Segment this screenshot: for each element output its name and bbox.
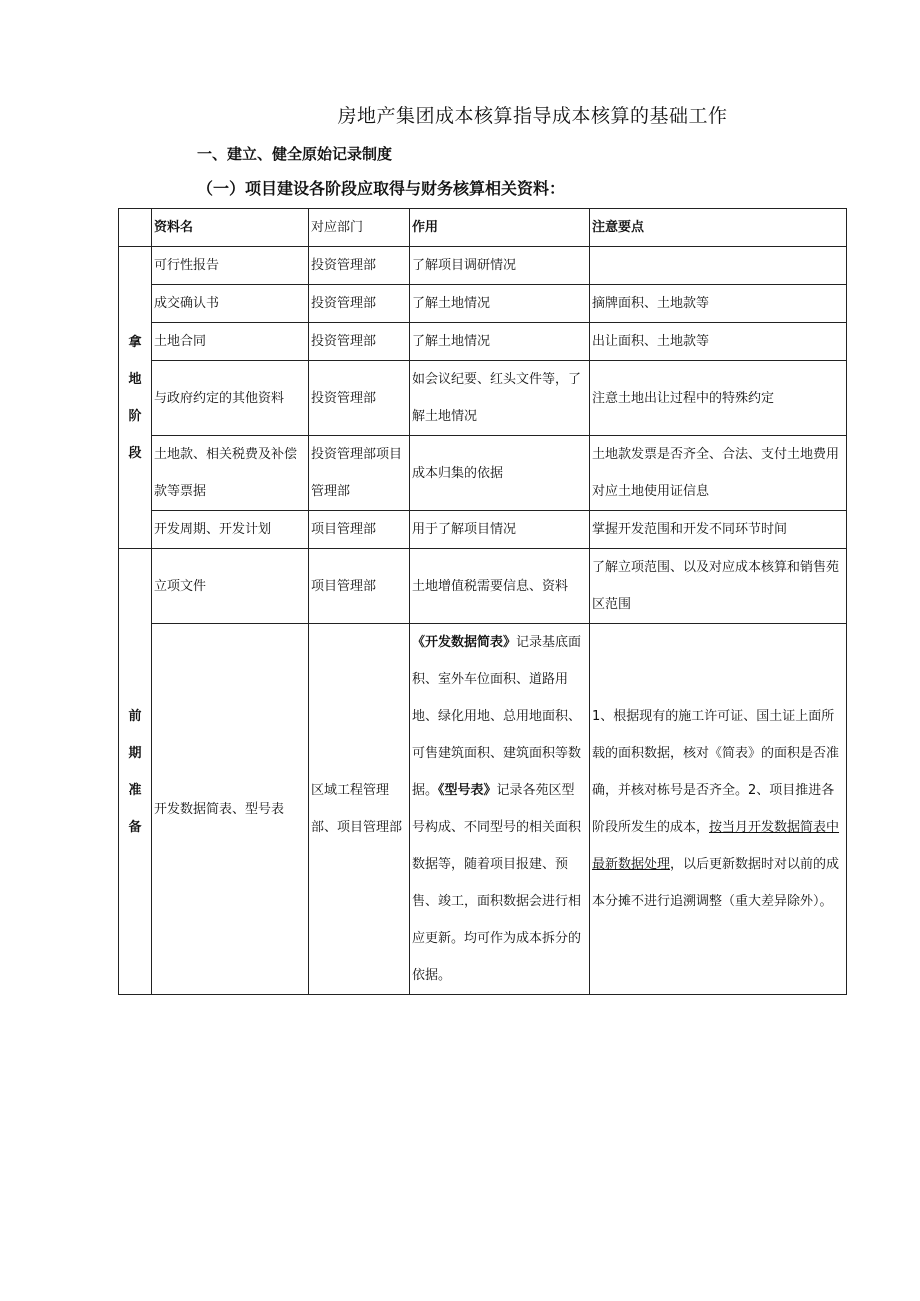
table-row [119,511,847,549]
cell-role [410,624,590,995]
cell-role: 了解土地情况 [410,285,590,323]
cell-dept: 投资管理部项目管理部 [309,436,410,511]
cell-dept: 投资管理部 [309,285,410,323]
cell-dept: 项目管理部 [309,549,410,624]
document-title: 房地产集团成本核算指导成本核算的基础工作 [337,105,728,127]
cell-notes: 掌握开发范围和开发不同环节时间 [590,511,847,549]
role-bold-2: 《型号表》 [438,783,497,798]
cell-name: 与政府约定的其他资料 [152,361,309,436]
subsection-heading: （一）项目建设各阶段应取得与财务核算相关资料： [197,179,566,198]
cell-name: 成交确认书 [152,285,309,323]
header-notes: 注意要点 [590,209,847,247]
table-row [119,285,847,323]
header-dept: 对应部门 [309,209,410,247]
cell-dept: 区域工程管理部、项目管理部 [309,624,410,995]
cell-notes: 了解立项范围、以及对应成本核算和销售苑区范围 [590,549,847,624]
header-name: 资料名 [152,209,309,247]
cell-name: 土地合同 [152,323,309,361]
table-header-row [119,209,847,247]
table-row [119,624,847,995]
note-item-2a: 2、项目推进各阶段所发生的成本， [592,783,835,835]
note-item-1: 1、根据现有的施工许可证、国土证上面所载的面积数据，核对《简表》的面积是否准确，并核对栋号是否齐全。 [592,709,840,798]
note-item-2-underlined: 按当月开发数据简表中最新数据处理 [592,820,840,872]
table-row [119,323,847,361]
cell-dept: 投资管理部 [309,247,410,285]
stage-cell-land [119,247,152,549]
role-bold-1: 《开发数据简表》 [412,635,517,650]
section-heading: 一、建立、健全原始记录制度 [197,145,393,163]
stage-cell-prep [119,549,152,995]
cell-role: 成本归集的依据 [410,436,590,511]
cell-name: 开发数据简表、型号表 [152,624,309,995]
header-role: 作用 [410,209,590,247]
cell-role: 了解土地情况 [410,323,590,361]
table-row [119,436,847,511]
cell-dept: 投资管理部 [309,323,410,361]
cell-name: 立项文件 [152,549,309,624]
cell-notes [590,247,847,285]
cell-role: 如会议纪要、红头文件等，了解土地情况 [410,361,590,436]
cell-name: 可行性报告 [152,247,309,285]
note-item-2b: ，以后更新数据时对以前的成本分摊不进行追溯调整（重大差异除外）。 [592,857,840,909]
cell-name: 土地款、相关税费及补偿款等票据 [152,436,309,511]
stage-label: 前期准备 [128,708,142,835]
role-text-1: 记录基底面积、室外车位面积、道路用地、绿化用地、总用地面积、可售建筑面积、建筑面积等数据。 [412,635,582,798]
cell-notes: 土地款发票是否齐全、合法、支付土地费用对应土地使用证信息 [590,436,847,511]
table-row [119,361,847,436]
header-stage [119,209,152,247]
cell-dept: 投资管理部 [309,361,410,436]
cell-dept: 项目管理部 [309,511,410,549]
cell-notes [590,624,847,995]
table-row [119,247,847,285]
cell-notes: 注意土地出让过程中的特殊约定 [590,361,847,436]
cell-notes: 摘牌面积、土地款等 [590,285,847,323]
cell-role: 了解项目调研情况 [410,247,590,285]
cell-notes: 出让面积、土地款等 [590,323,847,361]
cell-role: 用于了解项目情况 [410,511,590,549]
cell-role: 土地增值税需要信息、资料 [410,549,590,624]
materials-table [118,208,847,995]
cell-name: 开发周期、开发计划 [152,511,309,549]
table-row [119,549,847,624]
role-text-2: 记录各苑区型号构成、不同型号的相关面积数据等，随着项目报建、预售、竣工，面积数据会进行相应更新。均可作为成本拆分的依据。 [412,783,582,983]
stage-label: 拿地阶段 [128,334,142,461]
